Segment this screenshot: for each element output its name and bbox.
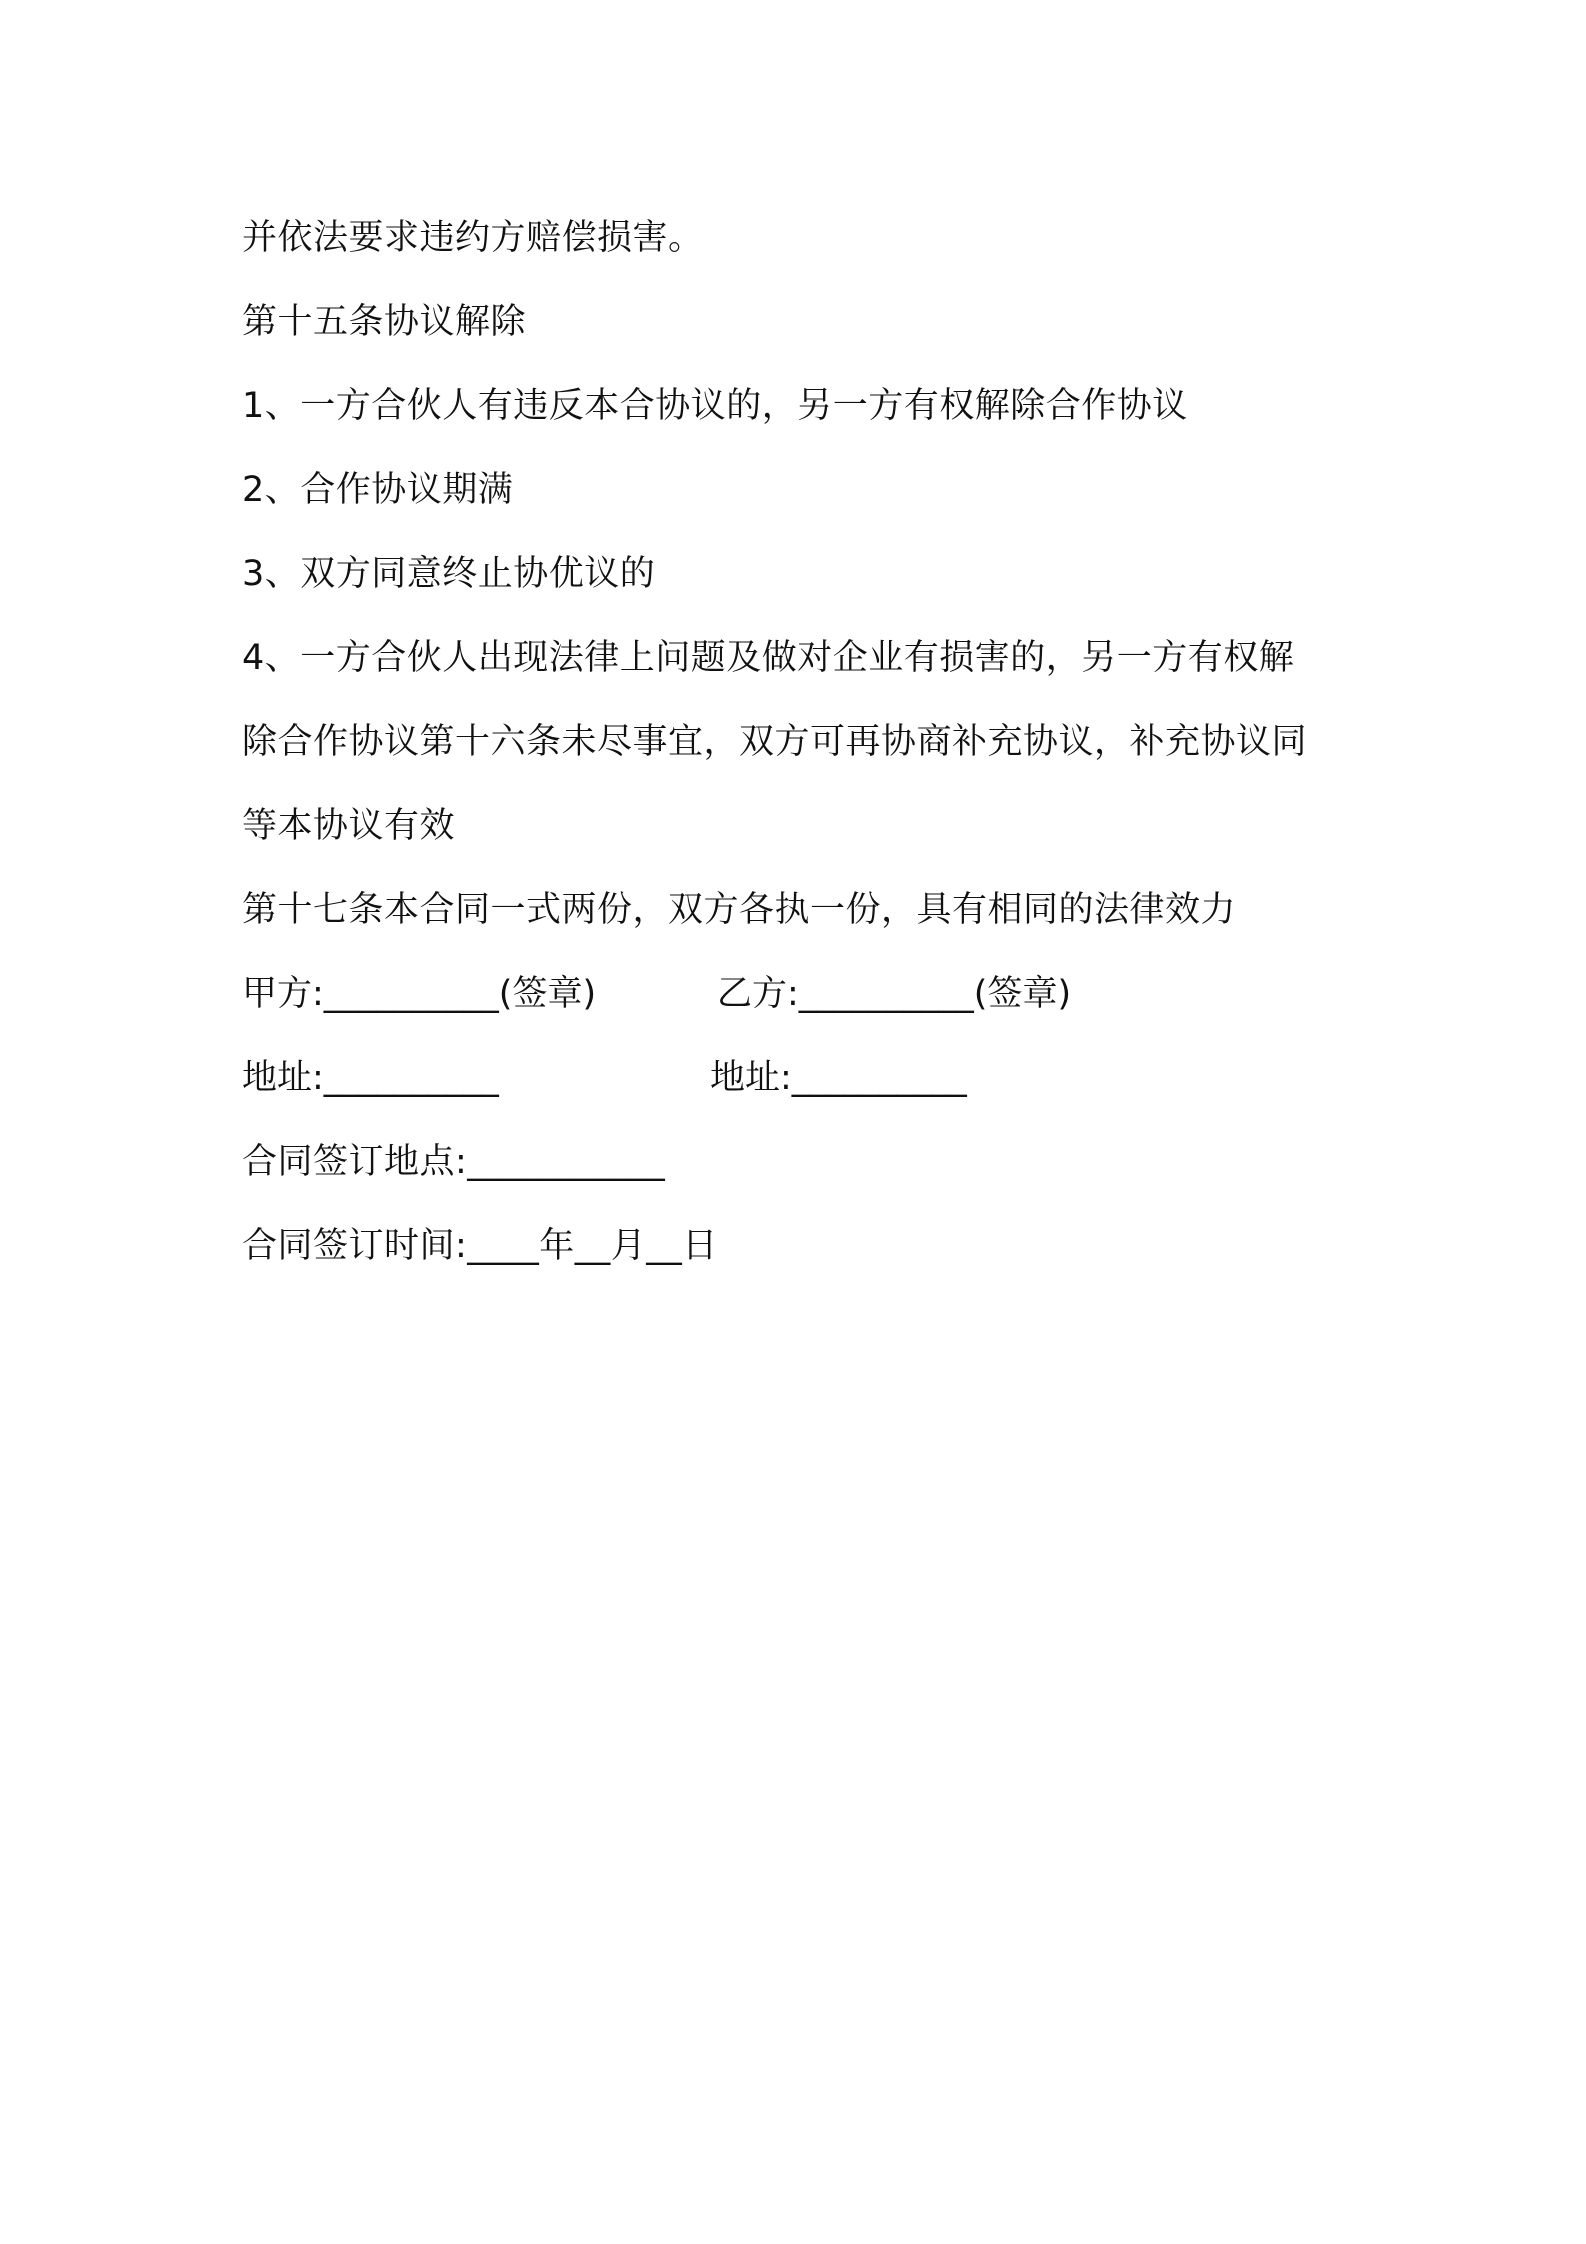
party-b-signature: 乙方:__________(签章) [717,974,1072,1014]
text-line: 除合作协议第十六条未尽事宜，双方可再协商补充协议，补充协议同 [242,722,1308,762]
clause-item: 1、一方合伙人有违反本合协议的，另一方有权解除合作协议 [242,386,1188,426]
clause-item: 3、双方同意终止协优议的 [242,554,656,594]
clause-item: 2、合作协议期满 [242,470,514,510]
clause-item: 4、一方合伙人出现法律上问题及做对企业有损害的，另一方有权解 [242,638,1295,678]
clause-heading: 第十七条本合同一式两份，双方各执一份，具有相同的法律效力 [242,890,1237,930]
sign-time: 合同签订时间:____年__月__日 [242,1226,718,1266]
party-a-address: 地址:__________ [242,1058,499,1098]
party-a-signature: 甲方:__________(签章) [242,974,597,1014]
text-line: 等本协议有效 [242,806,456,846]
address-row [242,1036,1362,1120]
party-b-address: 地址:__________ [710,1058,967,1098]
clause-heading: 第十五条协议解除 [242,302,527,342]
signature-row [242,952,1362,1036]
document-body [242,196,1362,1288]
sign-place: 合同签订地点:___________ [242,1142,666,1182]
text-line: 并依法要求违约方赔偿损害。 [242,218,704,258]
